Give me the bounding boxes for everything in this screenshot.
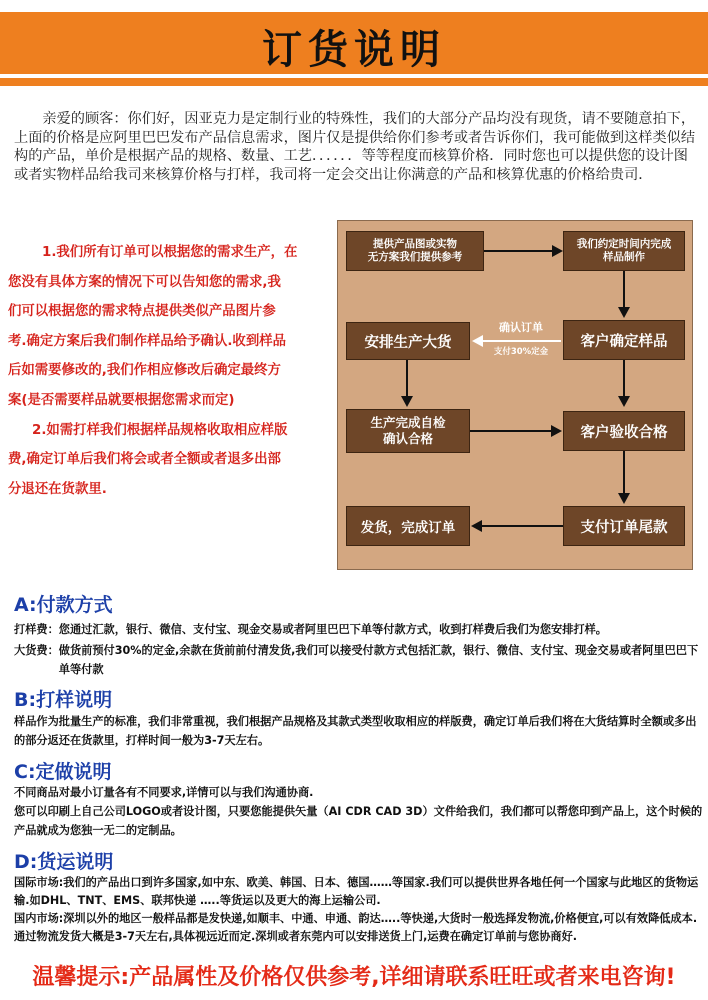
header-underline (0, 78, 708, 86)
flow-arrow (483, 340, 561, 342)
shipping-details (14, 874, 704, 946)
flow-step-final-payment: 支付订单尾款 (563, 506, 685, 546)
flow-step-ship: 发货，完成订单 (346, 506, 470, 546)
payment-bulk-row (14, 641, 704, 679)
order-note-line: 考.确定方案后我们制作样品给予确认.收到样品 (8, 333, 286, 349)
order-note-line: 后如需要修改的,我们作相应修改后确定最终方 (8, 363, 281, 379)
payment-bulk-label: 大货费： (14, 644, 59, 657)
payment-bulk-text: 做货前预付30%的定金,余款在货前前付清发货,我们可以接受付款方式包括汇款，银行、微信、支付宝、现金交易或者阿里巴巴下单等付款 (58, 644, 699, 676)
flow-step-acceptance: 客户验收合格 (563, 411, 685, 451)
flow-arrow-head (551, 425, 562, 437)
flow-confirm-order-label: 确认订单 (499, 321, 543, 334)
section-title-sampling: B:打样说明 (14, 689, 113, 711)
sampling-text: 样品作为批量生产的标准，我们非常重视，我们根据产品规格及其款式类型收取相应的样版费，确定订单后我们将在大货结算时全额或多出的部分返还在货款里，打样时间一般为3-7天左右。 (14, 715, 697, 747)
flow-arrow (623, 360, 625, 398)
order-note-line: 分退还在货款里. (8, 481, 107, 497)
flow-arrow-head (472, 335, 483, 347)
order-notes (8, 238, 330, 504)
payment-sample-text: 您通过汇款，银行、微信、支付宝、现金交易或者阿里巴巴下单等付款方式，收到打样费后我们为您安排打样。 (58, 623, 607, 636)
flow-arrow (623, 451, 625, 495)
flow-arrow (470, 430, 552, 432)
shipping-domestic: 国内市场:深圳以外的地区一般样品都是发快递,如顺丰、中通、申通、韵达…..等快递,大货时一般选择发物流,价格便宜,可以有效降低成本.通过物流发货大概是3-7天左右,具体视远近而定.深圳或者东莞内可以安排送货上门,运费在确定订单前与您协商好. (14, 912, 698, 943)
flow-step-production: 安排生产大货 (346, 322, 470, 360)
custom-line-2: 您可以印刷上自己公司LOGO或者设计图，只要您能提供矢量（AI CDR CAD 3D）文件给我们，我们都可以帮您印到产品上，这个时候的产品就成为您独一无二的定制品。 (14, 805, 703, 837)
order-note-line: 案(是否需要样品就要根据您需求而定) (8, 392, 235, 408)
custom-line-1: 不同商品对最小订量各有不同要求,详情可以与我们沟通协商. (14, 786, 314, 799)
payment-sample-label: 打样费： (14, 623, 59, 636)
order-flowchart (337, 220, 693, 570)
order-note-line: 1.我们所有订单可以根据您的需求生产，在 (42, 245, 298, 260)
page-title: 订货说明 (262, 27, 446, 73)
flow-arrow (623, 271, 625, 309)
payment-sample-row (14, 620, 704, 639)
shipping-international: 国际市场:我们的产品出口到许多国家,如中东、欧美、韩国、日本、德国……等国家.我们可以提供世界各地任何一个国家与此地区的货物运输.如DHL、TNT、EMS、联邦快递 …..等货运以及更大的海上运输公司. (14, 876, 699, 907)
section-title-custom: C:定做说明 (14, 761, 112, 783)
intro-paragraph: 亲爱的顾客：你们好，因亚克力是定制行业的特殊性，我们的大部分产品均没有现货，请不要随意拍下，上面的价格是应阿里巴巴发布产品信息需求，图片仅是提供给你们参考或者告诉你们，我可能做到这样类似结构的产品，单价是根据产品的规格、数量、工艺．．．．．．等等程度而核算价格．同时您也可以提供您的设计图或者实物样品给我司来核算价格与打样，我司将一定会交出让你满意的产品和核算优惠的价格给贵司． (14, 111, 696, 183)
flow-arrow (482, 525, 563, 527)
flow-step-make-sample: 我们约定时间内完成 样品制作 (563, 231, 685, 271)
section-title-shipping: D:货运说明 (14, 851, 114, 873)
order-note-line: 2.如需打样我们根据样品规格收取相应样版 (32, 422, 288, 438)
header-band (0, 0, 708, 92)
flow-arrow-head (552, 245, 563, 257)
flow-step-confirm-sample: 客户确定样品 (563, 320, 685, 360)
flow-arrow-head (618, 493, 630, 504)
custom-details (14, 783, 704, 840)
flow-arrow (484, 250, 554, 252)
flow-step-self-inspect: 生产完成自检 确认合格 (346, 409, 470, 453)
flow-arrow-head (618, 396, 630, 407)
order-note-line: 您没有具体方案的情况下可以告知您的需求,我 (8, 274, 281, 290)
flow-deposit-label: 支付30%定金 (493, 347, 549, 357)
flow-arrow-head (618, 307, 630, 318)
footer-tip: 温馨提示:产品属性及价格仅供参考,详细请联系旺旺或者来电咨询! (32, 965, 676, 990)
payment-details (14, 620, 704, 679)
order-note-line: 费,确定订单后我们将会或者全额或者退多出部 (8, 452, 281, 468)
flow-step-provide-design: 提供产品图或实物 无方案我们提供参考 (346, 231, 484, 271)
flow-arrow-head (401, 396, 413, 407)
order-note-line: 们可以根据您的需求特点提供类似产品图片参 (8, 304, 276, 320)
flow-arrow (406, 360, 408, 398)
section-title-payment: A:付款方式 (14, 594, 113, 616)
flow-arrow-head (471, 520, 482, 532)
